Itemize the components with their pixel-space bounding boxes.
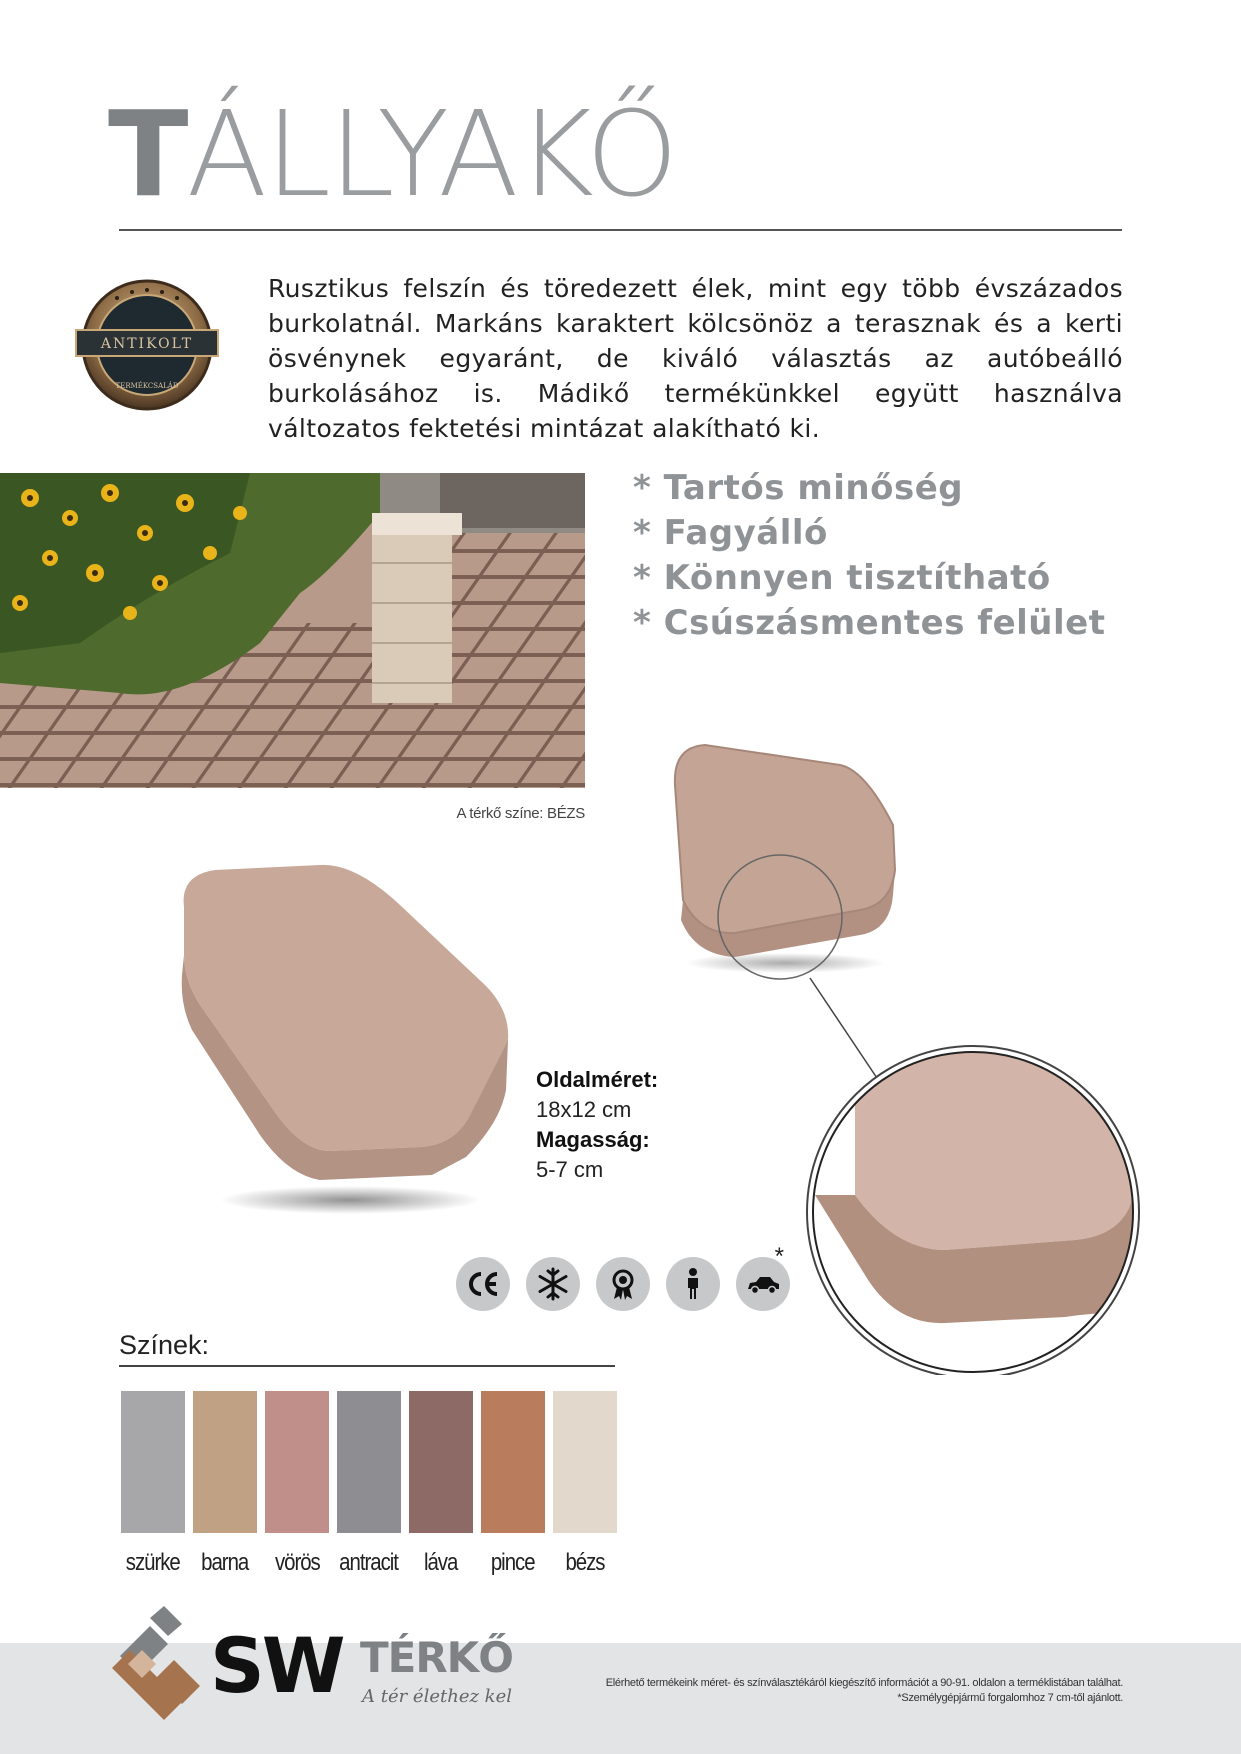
swatch-item (337, 1391, 401, 1577)
height-label: Magasság: (536, 1127, 650, 1152)
title-first-letter: T (108, 85, 187, 223)
footer-note-line: Elérhető termékeink méret- és színválasztékáról kiegészítő információt a 90-91. oldalon a terméklistában találhat. (605, 1677, 1123, 1689)
feature-item: * Csúszásmentes felület (633, 603, 1106, 643)
swatch-item (481, 1391, 545, 1577)
intro-text: Rusztikus felszín és töredezett élek, mint egy több évszázados burkolatnál. Markáns karaktert kölcsönöz a terasznak és a kerti ösvénynek egyaránt, de kiváló választás az autóbeálló burkolásához is. Mádikő termékünkkel együtt használva változatos fektetési mintázat alakítható ki. (268, 274, 1123, 443)
brand-slogan: A tér élethez kel (362, 1686, 512, 1707)
badge-subtext: TERMÉKCSALÁD (115, 382, 179, 390)
product-specs (536, 1065, 658, 1185)
title-rest: ÁLLYAKŐ (186, 85, 677, 223)
color-swatch (553, 1391, 617, 1533)
swatch-item (265, 1391, 329, 1577)
height-value: 5-7 cm (536, 1157, 604, 1182)
feature-item: * Tartós minőség (633, 468, 964, 508)
pedestrian-icon (666, 1257, 720, 1311)
snowflake-icon (526, 1257, 580, 1311)
brand-sw: SW (210, 1621, 343, 1710)
colors-title: Színek: (119, 1330, 210, 1360)
feature-list (633, 466, 1105, 646)
certification-icons (456, 1243, 790, 1311)
swatch-label: barna (201, 1549, 249, 1576)
feature-item: * Fagyálló (633, 513, 828, 553)
swatch-label: láva (424, 1549, 458, 1576)
color-swatch (121, 1391, 185, 1533)
swatch-label: vörös (274, 1549, 320, 1576)
side-size-label: Oldalméret: (536, 1067, 659, 1092)
color-swatch (409, 1391, 473, 1533)
stone-large-image (170, 845, 530, 1225)
photo-caption: A térkő színe: BÉZS (456, 805, 585, 822)
page-title (108, 85, 677, 223)
feature-item: * Könnyen tisztítható (633, 558, 1051, 598)
swatch-label: szürke (126, 1549, 180, 1576)
color-swatch (265, 1391, 329, 1533)
color-swatch (481, 1391, 545, 1533)
car-footnote-asterisk: * (774, 1243, 784, 1270)
color-swatches (121, 1391, 617, 1577)
color-swatch (337, 1391, 401, 1533)
car-icon (736, 1243, 790, 1311)
title-divider (119, 229, 1122, 231)
swatch-item (409, 1391, 473, 1577)
sw-terko-logo-mark (112, 1606, 222, 1724)
ce-mark-icon (456, 1257, 510, 1311)
badge-text: ANTIKOLT (100, 336, 194, 352)
swatch-item (121, 1391, 185, 1577)
footer-note-line: *Személygépjármű forgalomhoz 7 cm-től ajánlott. (897, 1692, 1123, 1704)
swatch-label: antracit (339, 1549, 399, 1576)
brand-terko: TÉRKŐ (360, 1633, 513, 1682)
swatch-item (553, 1391, 617, 1577)
garden-paving-photo (0, 473, 585, 788)
swatch-label: bézs (565, 1549, 605, 1576)
swatch-label: pince (491, 1549, 535, 1576)
antikolt-badge (72, 278, 222, 412)
color-swatch (193, 1391, 257, 1533)
swatch-item (193, 1391, 257, 1577)
colors-divider (119, 1365, 615, 1367)
quality-award-icon (596, 1257, 650, 1311)
side-size-value: 18x12 cm (536, 1097, 632, 1122)
footer-note (540, 1676, 1123, 1706)
